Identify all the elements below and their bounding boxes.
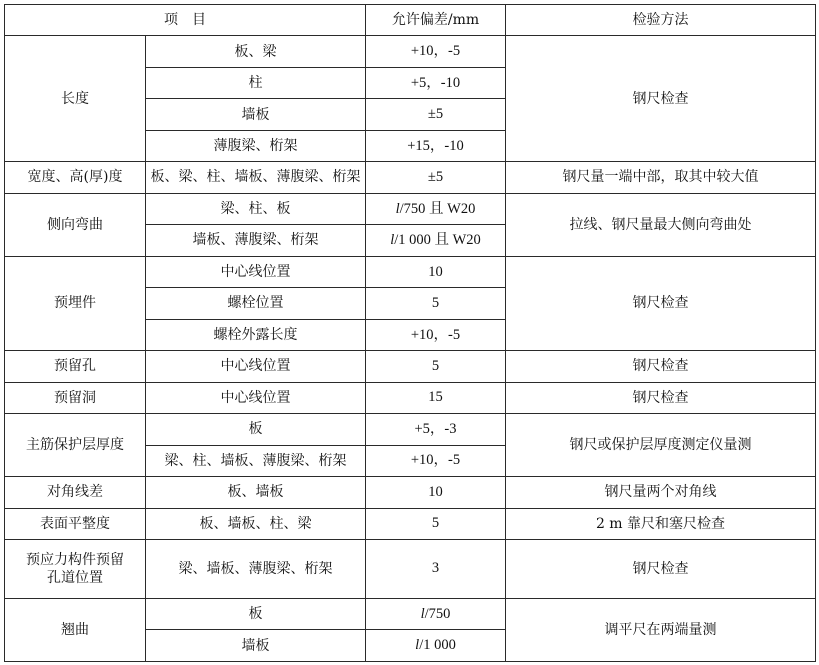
item-value: 10 (366, 256, 506, 287)
method-width-height: 钢尺量一端中部，取其中较大值 (506, 162, 816, 193)
row-label-reserved-hole: 预留孔 (5, 351, 146, 382)
item-value: 5 (366, 508, 506, 539)
row-label-length: 长度 (5, 36, 146, 162)
item-value: 15 (366, 382, 506, 413)
item-name: 梁、柱、墙板、薄腹梁、桁架 (146, 445, 366, 476)
value-symbol: l (420, 605, 425, 622)
header-method: 检验方法 (506, 5, 816, 36)
table-row (5, 36, 816, 67)
method-embedded: 钢尺检查 (506, 256, 816, 350)
item-value: +10，-5 (366, 36, 506, 67)
item-value: +5，-10 (366, 67, 506, 98)
table-row (5, 539, 816, 598)
item-value: ±5 (366, 99, 506, 130)
method-lateral-bend: 拉线、钢尺量最大侧向弯曲处 (506, 193, 816, 256)
item-name: 墙板 (146, 99, 366, 130)
item-name: 柱 (146, 67, 366, 98)
row-label-flatness: 表面平整度 (5, 508, 146, 539)
item-value: ±5 (366, 162, 506, 193)
item-name: 板、墙板 (146, 477, 366, 508)
table-row (5, 351, 816, 382)
row-label-embedded: 预埋件 (5, 256, 146, 350)
item-name: 中心线位置 (146, 256, 366, 287)
table-row (5, 508, 816, 539)
item-name: 螺栓外露长度 (146, 319, 366, 350)
row-label-line: 孔道位置 (47, 569, 103, 586)
item-value: +10，-5 (366, 445, 506, 476)
method-prestress: 钢尺检查 (506, 539, 816, 598)
item-value: 5 (366, 288, 506, 319)
item-value: 10 (366, 477, 506, 508)
item-name: 中心线位置 (146, 351, 366, 382)
item-name: 墙板、薄腹梁、桁架 (146, 225, 366, 256)
method-cover: 钢尺或保护层厚度测定仪量测 (506, 414, 816, 477)
table-row (5, 193, 816, 224)
header-tolerance: 允许偏差/mm (366, 5, 506, 36)
item-name: 板 (146, 414, 366, 445)
method-flatness: 2 m 靠尺和塞尺检查 (506, 508, 816, 539)
header-item: 项 目 (5, 5, 366, 36)
value-symbol: l (415, 637, 420, 654)
method-warp: 调平尺在两端量测 (506, 598, 816, 661)
item-name: 螺栓位置 (146, 288, 366, 319)
row-label-reserved-opening: 预留洞 (5, 382, 146, 413)
table-row (5, 382, 816, 413)
item-value (366, 193, 506, 224)
item-value: 3 (366, 539, 506, 598)
row-label-lateral-bend: 侧向弯曲 (5, 193, 146, 256)
table-row (5, 256, 816, 287)
table-row (5, 414, 816, 445)
item-name: 薄腹梁、桁架 (146, 130, 366, 161)
row-label-warp: 翘曲 (5, 598, 146, 661)
item-value: +10，-5 (366, 319, 506, 350)
table-row (5, 598, 816, 629)
value-text: /750 (424, 605, 451, 622)
table-row (5, 477, 816, 508)
value-symbol: l (395, 200, 400, 217)
value-symbol: l (390, 232, 395, 249)
method-reserved-hole: 钢尺检查 (506, 351, 816, 382)
item-name: 梁、墙板、薄腹梁、桁架 (146, 539, 366, 598)
row-label-cover: 主筋保护层厚度 (5, 414, 146, 477)
value-text: /750 且 W20 (399, 200, 476, 217)
item-name: 梁、柱、板 (146, 193, 366, 224)
table-row (5, 162, 816, 193)
row-label-line: 预应力构件预留 (26, 551, 124, 568)
row-label-width-height: 宽度、高(厚)度 (5, 162, 146, 193)
item-value (366, 630, 506, 662)
item-name: 中心线位置 (146, 382, 366, 413)
row-label-diagonal: 对角线差 (5, 477, 146, 508)
item-value: +5，-3 (366, 414, 506, 445)
item-name: 板 (146, 598, 366, 629)
item-name: 板、墙板、柱、梁 (146, 508, 366, 539)
row-label-prestress (5, 539, 146, 598)
method-diagonal: 钢尺量两个对角线 (506, 477, 816, 508)
item-name: 板、梁、柱、墙板、薄腹梁、桁架 (146, 162, 366, 193)
value-text: /1 000 且 W20 (394, 232, 481, 249)
item-value: 5 (366, 351, 506, 382)
tolerance-table (4, 4, 816, 662)
method-reserved-opening: 钢尺检查 (506, 382, 816, 413)
method-length: 钢尺检查 (506, 36, 816, 162)
item-name: 墙板 (146, 630, 366, 662)
item-name: 板、梁 (146, 36, 366, 67)
header-row (5, 5, 816, 36)
item-value (366, 598, 506, 629)
item-value: +15，-10 (366, 130, 506, 161)
value-text: /1 000 (419, 637, 456, 654)
item-value (366, 225, 506, 256)
